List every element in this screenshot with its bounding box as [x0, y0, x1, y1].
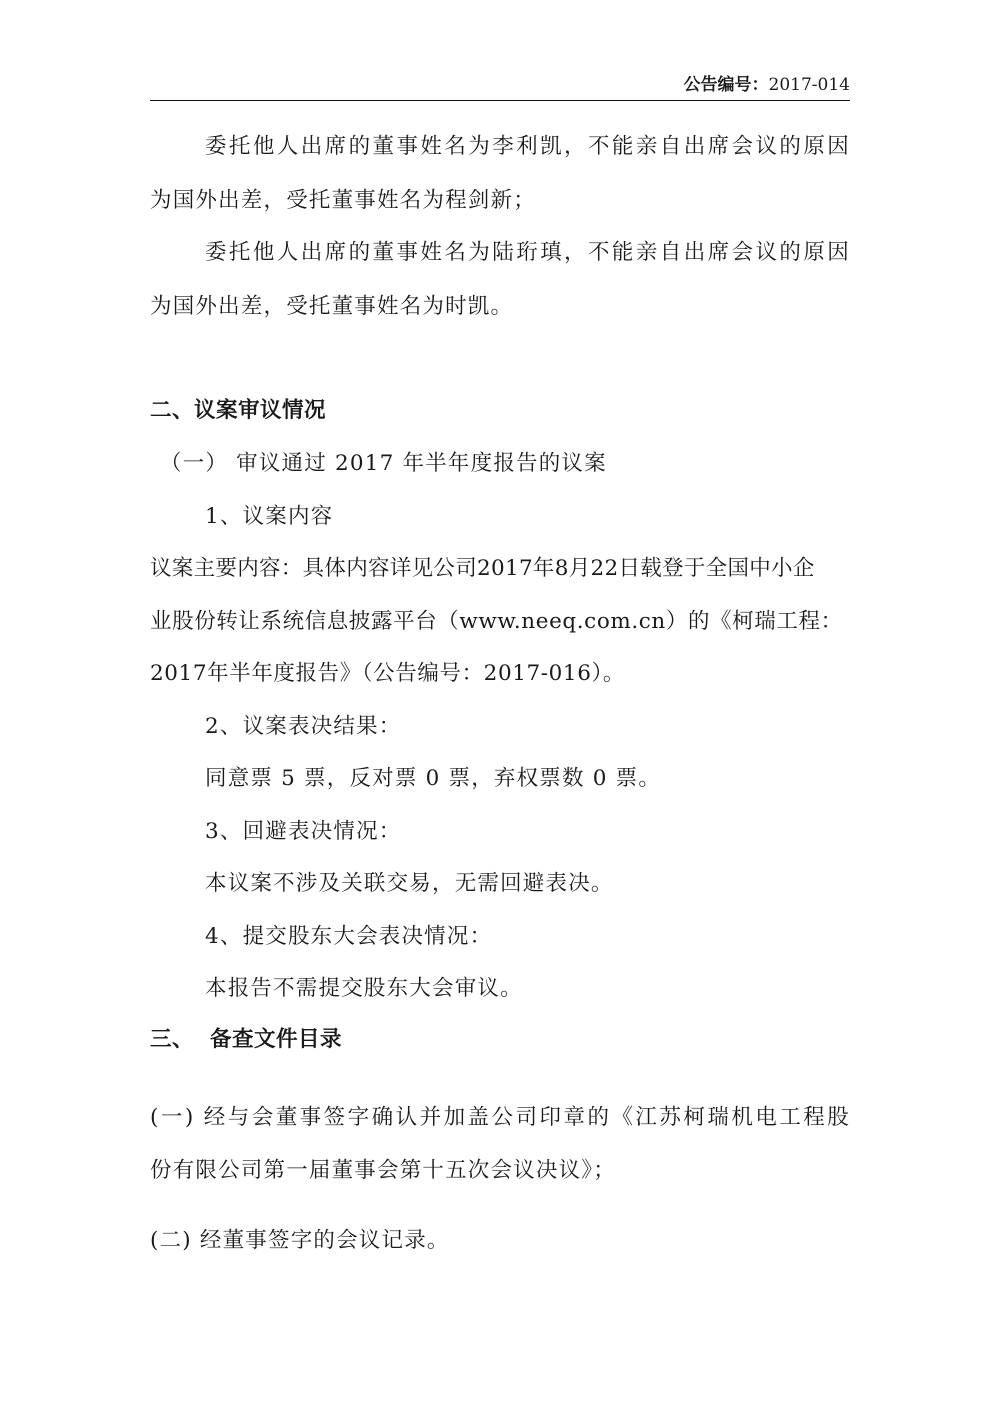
motion-title: （一） 审议通过 2017 年半年度报告的议案 [160, 451, 607, 476]
item-3-title: 3、回避表决情况： [205, 819, 402, 844]
submit-text: 本报告不需提交股东大会审议。 [205, 976, 523, 1001]
item-1-title: 1、议案内容 [205, 504, 334, 529]
announcement-number: 2017-014 [768, 75, 850, 95]
item-4-title: 4、提交股东大会表决情况： [205, 924, 493, 949]
item-2-title: 2、议案表决结果： [205, 714, 402, 739]
section-2-title: 二、议案审议情况 [150, 398, 327, 423]
proxy-line-2: 为国外出差，受托董事姓名为程剑新； [150, 188, 536, 213]
doc-1-line-1: (一) 经与会董事签字确认并加盖公司印章的《江苏柯瑞机电工程股 [150, 1105, 850, 1130]
content-line-3: 2017年半年度报告》（公告编号：2017-016）。 [150, 661, 625, 686]
page-header [150, 74, 850, 101]
content-line-2: 业股份转让系统信息披露平台（www.neeq.com.cn）的《柯瑞工程： [150, 609, 843, 634]
section-3-title: 三、 备查文件目录 [150, 1027, 342, 1052]
proxy-line-4: 为国外出差，受托董事姓名为时凯。 [150, 294, 514, 319]
avoid-text: 本议案不涉及关联交易，无需回避表决。 [205, 871, 614, 896]
doc-2: (二) 经董事签字的会议记录。 [150, 1228, 450, 1253]
content-line-1: 议案主要内容：具体内容详见公司2017年8月22日载登于全国中小企 [150, 556, 815, 581]
vote-result: 同意票 5 票，反对票 0 票，弃权票数 0 票。 [205, 766, 662, 791]
proxy-line-3: 委托他人出席的董事姓名为陆珩瑱，不能亲自出席会议的原因 [205, 240, 850, 265]
announcement-number-label: 公告编号： [683, 75, 769, 95]
proxy-line-1: 委托他人出席的董事姓名为李利凯，不能亲自出席会议的原因 [205, 134, 850, 159]
doc-1-line-2: 份有限公司第一届董事会第十五次会议决议》； [150, 1158, 616, 1183]
